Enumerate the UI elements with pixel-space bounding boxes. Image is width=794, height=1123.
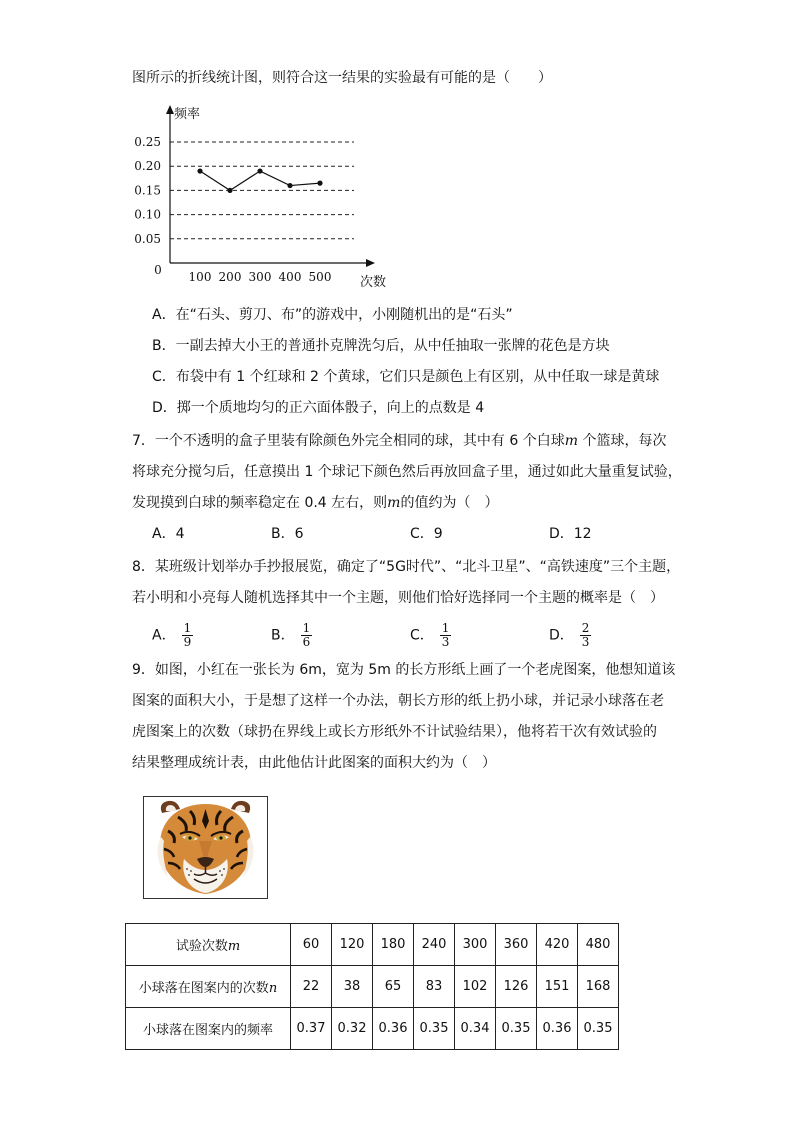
table-cell: 102 <box>455 966 496 1008</box>
q8-option-d-label: D． <box>549 627 574 644</box>
table-cell: 0.35 <box>496 1008 537 1050</box>
fraction-c-den: 3 <box>441 635 450 649</box>
table-cell: 65 <box>373 966 414 1008</box>
q8-option-d <box>549 622 591 649</box>
y-tick-label: 0.05 <box>134 231 161 246</box>
q6-option-c: C．布袋中有 1 个红球和 2 个黄球，它们只是颜色上有区别，从中任取一球是黄球 <box>152 369 660 385</box>
fraction-d-num: 2 <box>581 621 590 635</box>
table-cell: 38 <box>332 966 373 1008</box>
y-axis-arrow <box>166 105 174 114</box>
q7-option-b: B．6 <box>271 526 304 542</box>
q7-var-m: m <box>564 433 578 449</box>
table-cell: 0.37 <box>291 1008 332 1050</box>
q6-option-a: A．在“石头、剪刀、布”的游戏中，小刚随机出的是“石头” <box>152 307 513 323</box>
table-cell: 480 <box>578 924 619 966</box>
x-tick-label: 400 <box>278 270 302 284</box>
fraction-d-den: 3 <box>581 635 590 649</box>
x-tick-label: 300 <box>248 270 272 284</box>
table-cell: 83 <box>414 966 455 1008</box>
fraction-b-den: 6 <box>302 635 311 649</box>
q8-option-c <box>410 622 451 649</box>
x-tick-label: 100 <box>188 270 212 284</box>
fraction-a-den: 9 <box>183 635 192 649</box>
tiger-face-icon <box>144 797 267 898</box>
q8-line-2: 若小明和小亮每人随机选择其中一个主题，则他们恰好选择同一个主题的概率是（ ） <box>132 590 664 606</box>
q9-line-1: 9．如图，小红在一张长为 6m，宽为 5m 的长方形纸上画了一个老虎图案，他想知道该 <box>132 662 676 678</box>
table-cell: 168 <box>578 966 619 1008</box>
table-cell: 126 <box>496 966 537 1008</box>
line-chart <box>130 98 400 298</box>
table-cell: 151 <box>537 966 578 1008</box>
origin-label: 0 <box>154 263 162 277</box>
table-cell: 360 <box>496 924 537 966</box>
q8-line-1: 8．某班级计划举办手抄报展览，确定了“5G时代”、“北斗卫星”、“高铁速度”三个主题， <box>132 559 681 575</box>
table-cell: 180 <box>373 924 414 966</box>
fraction-c-num: 1 <box>441 621 450 635</box>
q7-text-1b: 个篮球，每次 <box>578 433 667 449</box>
q7-line-3 <box>132 493 498 513</box>
row-header-var: m <box>227 939 241 954</box>
q8-option-b-label: B． <box>271 627 295 644</box>
table-cell: 0.35 <box>578 1008 619 1050</box>
q8-option-a-label: A． <box>152 627 176 644</box>
fraction-b-num: 1 <box>302 621 311 635</box>
q7-text-1a: 7．一个不透明的盒子里装有除颜色外完全相同的球，其中有 6 个白球 <box>132 433 565 449</box>
table-cell: 60 <box>291 924 332 966</box>
q6-option-d: D．掷一个质地均匀的正六面体骰子，向上的点数是 4 <box>152 400 485 416</box>
q7-line-2: 将球充分搅匀后，任意摸出 1 个球记下颜色然后再放回盒子里，通过如此大量重复试验， <box>132 464 682 480</box>
q8-option-c-label: C． <box>410 627 434 644</box>
fraction-a-num: 1 <box>183 621 192 635</box>
data-point <box>227 188 232 193</box>
q7-var-m-2: m <box>387 495 401 511</box>
x-tick-label: 200 <box>218 270 242 284</box>
table-cell: 120 <box>332 924 373 966</box>
table-cell: 0.35 <box>414 1008 455 1050</box>
x-axis-label: 次数 <box>360 275 387 290</box>
table-row <box>126 1008 619 1050</box>
q7-line-1 <box>132 431 666 451</box>
row-header-label: 小球落在图案内的次数 <box>138 981 269 996</box>
y-axis-label: 频率 <box>174 107 201 122</box>
table-cell: 0.36 <box>537 1008 578 1050</box>
q6-option-b: B．一副去掉大小王的普通扑克牌洗匀后，从中任抽取一张牌的花色是方块 <box>152 338 610 354</box>
table-cell: 0.34 <box>455 1008 496 1050</box>
data-point <box>287 183 292 188</box>
q9-line-2: 图案的面积大小，于是想了这样一个办法，朝长方形的纸上扔小球，并记录小球落在老 <box>132 693 664 709</box>
table-cell: 420 <box>537 924 578 966</box>
row-header-var: n <box>268 981 278 996</box>
q7-text-3a: 发现摸到白球的频率稳定在 0.4 左右，则 <box>132 495 388 511</box>
q8-option-b <box>271 622 312 649</box>
q9-line-3: 虎图案上的次数（球扔在界线上或长方形纸外不计试验结果），他将若干次有效试验的 <box>132 724 657 740</box>
row-header <box>126 1008 291 1050</box>
fraction-d <box>580 622 592 649</box>
x-axis-arrow <box>366 259 375 267</box>
q8-option-a <box>152 622 193 649</box>
q7-text-3b: 的值约为（ ） <box>400 495 499 511</box>
data-point <box>197 168 202 173</box>
fraction-b <box>301 622 313 649</box>
data-point <box>257 168 262 173</box>
fraction-c <box>440 622 452 649</box>
table-cell: 240 <box>414 924 455 966</box>
intro-line: 图所示的折线统计图，则符合这一结果的实验最有可能的是（ ） <box>132 70 552 86</box>
table-row <box>126 924 619 966</box>
table-row <box>126 966 619 1008</box>
q7-option-d: D．12 <box>549 526 592 542</box>
table-cell: 300 <box>455 924 496 966</box>
result-table <box>125 923 619 1050</box>
q7-option-a: A．4 <box>152 526 185 542</box>
series-line <box>200 171 320 190</box>
y-tick-label: 0.10 <box>134 207 161 222</box>
table-cell: 0.36 <box>373 1008 414 1050</box>
y-tick-label: 0.25 <box>134 135 161 149</box>
table-cell: 22 <box>291 966 332 1008</box>
row-header <box>126 924 291 966</box>
data-point <box>317 181 322 186</box>
fraction-a <box>182 622 194 649</box>
y-tick-label: 0.15 <box>134 183 161 198</box>
q9-line-4: 结果整理成统计表，由此他估计此图案的面积大约为（ ） <box>132 755 496 771</box>
row-header-label: 小球落在图案内的频率 <box>142 1023 273 1038</box>
y-tick-label: 0.20 <box>134 159 161 174</box>
q7-option-c: C．9 <box>410 526 443 542</box>
x-tick-label: 500 <box>308 270 332 284</box>
table-cell: 0.32 <box>332 1008 373 1050</box>
tiger-image <box>143 796 268 899</box>
row-header-label: 试验次数 <box>175 939 228 954</box>
row-header <box>126 966 291 1008</box>
